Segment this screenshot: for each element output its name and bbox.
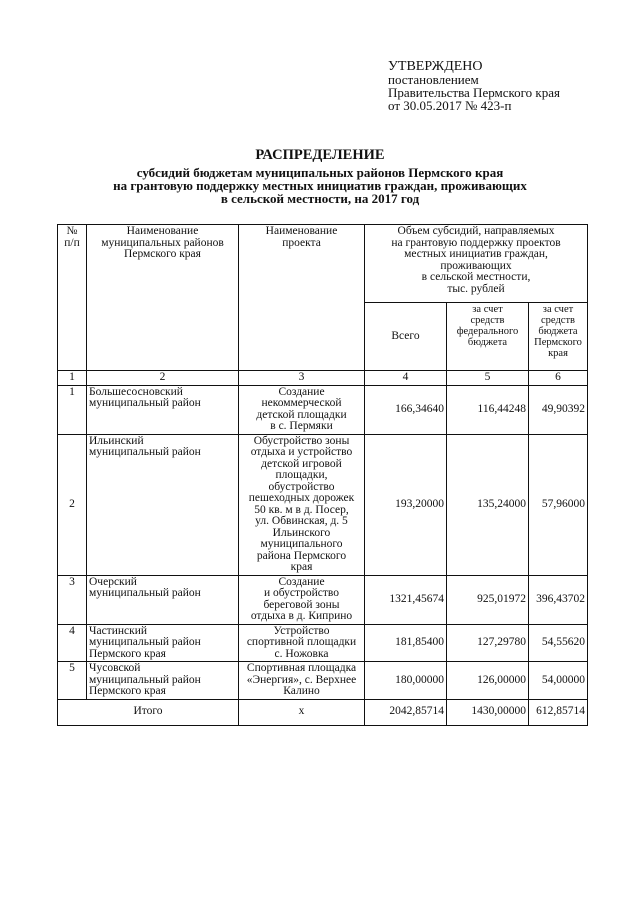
project-name-line: Спортивная площадка xyxy=(246,662,357,674)
district-name-line: муниципальный район xyxy=(89,397,201,409)
amount-total: 180,00000 xyxy=(365,662,447,700)
summary-regional: 612,85714 xyxy=(529,699,588,725)
amount-regional: 396,43702 xyxy=(529,575,588,624)
header-total: Всего xyxy=(365,303,447,371)
column-number: 2 xyxy=(87,371,239,386)
project-name-line: 50 кв. м в д. Посер, xyxy=(254,503,349,516)
project-name-line: отдыха в д. Киприно xyxy=(250,610,353,622)
header-regional: за счет средств бюджета Пермского края xyxy=(529,303,588,371)
summary-project: х xyxy=(239,699,365,725)
project-name-line: береговой зоны xyxy=(263,598,340,611)
project-name xyxy=(239,662,365,700)
header-volume: Объем субсидий, направляемых на грантовую поддержку проектов местных инициатив граждан, проживающих в сельской местности, тыс. рублей xyxy=(365,225,588,303)
header-no: № п/п xyxy=(58,225,87,371)
project-name-line: Создание xyxy=(278,575,325,588)
approval-heading: УТВЕРЖДЕНО xyxy=(388,59,483,74)
project-name-line: детской игровой xyxy=(261,457,342,470)
project-name-line: Калино xyxy=(283,685,320,697)
approval-line: Правительства Пермского края xyxy=(388,85,560,100)
amount-federal: 126,00000 xyxy=(447,662,529,700)
project-name-line: пешеходных дорожек xyxy=(248,492,355,504)
document-title: РАСПРЕДЕЛЕНИЕ xyxy=(255,147,385,163)
project-name xyxy=(239,385,365,434)
amount-federal: 135,24000 xyxy=(447,434,529,575)
district-name-line: Большесосновский xyxy=(89,385,183,398)
project-name-line: муниципального xyxy=(260,538,343,550)
approval-stamp xyxy=(388,60,560,112)
amount-federal: 127,29780 xyxy=(447,624,529,662)
project-name-line: с. Ножовка xyxy=(274,647,329,660)
district-name-line: Ильинский xyxy=(89,434,144,447)
district-name-line: муниципальный район xyxy=(89,636,201,648)
amount-regional: 57,96000 xyxy=(529,434,588,575)
row-number: 5 xyxy=(58,662,87,700)
district-name xyxy=(87,624,239,662)
column-number: 1 xyxy=(58,371,87,386)
summary-federal: 1430,00000 xyxy=(447,699,529,725)
row-number: 2 xyxy=(58,434,87,575)
project-name-line: района Пермского xyxy=(256,549,347,562)
project-name-line: Устройство xyxy=(273,624,330,637)
project-name-line: некоммерческой xyxy=(261,397,342,409)
amount-regional: 54,00000 xyxy=(529,662,588,700)
district-name-line: Пермского края xyxy=(89,685,166,697)
project-name-line: Создание xyxy=(278,385,325,398)
approval-line: постановлением xyxy=(388,72,479,87)
approval-line: от 30.05.2017 № 423-п xyxy=(388,98,512,113)
district-name-line: Очерский xyxy=(89,575,137,588)
header-district: Наименование муниципальных районов Пермского края xyxy=(87,225,239,371)
header-federal: за счет средств федерального бюджета xyxy=(447,303,529,371)
header-project: Наименование проекта xyxy=(239,225,365,371)
project-name-line: спортивной площадки xyxy=(246,636,357,648)
summary-row xyxy=(58,699,588,725)
amount-total: 1321,45674 xyxy=(365,575,447,624)
district-name-line: Частинский xyxy=(89,624,148,637)
column-number: 4 xyxy=(365,371,447,386)
project-name-line: и обустройство xyxy=(263,587,340,599)
table-row xyxy=(58,575,588,624)
summary-total: 2042,85714 xyxy=(365,699,447,725)
column-number: 5 xyxy=(447,371,529,386)
amount-total: 181,85400 xyxy=(365,624,447,662)
project-name-line: детской площадки xyxy=(256,408,347,421)
project-name-line: Ильинского xyxy=(272,526,331,539)
amount-federal: 116,44248 xyxy=(447,385,529,434)
project-name-line: обустройство xyxy=(268,480,335,493)
subtitle-line: на грантовую поддержку местных инициатив граждан, проживающих xyxy=(113,178,527,193)
table-row xyxy=(58,385,588,434)
table-row xyxy=(58,624,588,662)
column-number: 3 xyxy=(239,371,365,386)
district-name-line: муниципальный район xyxy=(89,673,201,686)
district-name xyxy=(87,575,239,624)
project-name xyxy=(239,624,365,662)
project-name-line: в с. Пермяки xyxy=(270,420,333,432)
amount-total: 166,34640 xyxy=(365,385,447,434)
project-name-line: Обустройство зоны xyxy=(253,434,350,447)
distribution-table xyxy=(57,224,588,726)
document-subtitle xyxy=(60,166,580,205)
amount-regional: 49,90392 xyxy=(529,385,588,434)
column-number-row xyxy=(58,371,588,386)
district-name-line: муниципальный район xyxy=(89,587,201,599)
table-row xyxy=(58,434,588,575)
project-name xyxy=(239,434,365,575)
row-number: 1 xyxy=(58,385,87,434)
district-name xyxy=(87,385,239,434)
project-name-line: «Энергия», с. Верхнее xyxy=(246,673,357,686)
district-name xyxy=(87,434,239,575)
project-name-line: ул. Обвинская, д. 5 xyxy=(255,515,348,527)
subtitle-line: в сельской местности, на 2017 год xyxy=(220,191,420,206)
project-name xyxy=(239,575,365,624)
amount-total: 193,20000 xyxy=(365,434,447,575)
district-name-line: Чусовской xyxy=(89,662,141,674)
amount-federal: 925,01972 xyxy=(447,575,529,624)
table-row xyxy=(58,662,588,700)
header-row xyxy=(58,225,588,303)
district-name xyxy=(87,662,239,700)
summary-label: Итого xyxy=(58,699,239,725)
project-name-line: края xyxy=(290,561,313,573)
subtitle-line: субсидий бюджетам муниципальных районов Пермского края xyxy=(136,165,504,180)
district-name-line: Пермского края xyxy=(89,647,166,660)
column-number: 6 xyxy=(529,371,588,386)
project-name-line: площадки, xyxy=(275,469,328,481)
amount-regional: 54,55620 xyxy=(529,624,588,662)
row-number: 4 xyxy=(58,624,87,662)
project-name-line: отдыха и устройство xyxy=(250,446,353,458)
district-name-line: муниципальный район xyxy=(89,446,201,458)
row-number: 3 xyxy=(58,575,87,624)
